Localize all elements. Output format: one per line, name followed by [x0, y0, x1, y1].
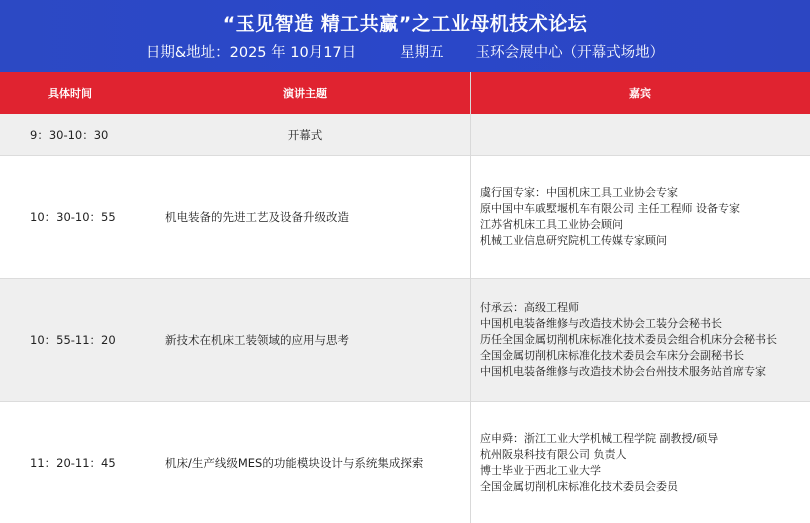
- session-time: 10：30-10：55: [30, 210, 116, 224]
- date-venue-line: [0, 44, 810, 62]
- venue: 玉环会展中心（开幕式场地）: [475, 45, 665, 61]
- session-topic: 机电装备的先进工艺及设备升级改造: [165, 210, 349, 224]
- date-label: 日期&地址：2025 年 10月17日: [145, 45, 357, 61]
- guest-line: 历任全国金属切削机床标准化技术委员会组合机床分会秘书长: [480, 333, 777, 346]
- column-divider: [470, 72, 471, 523]
- guest-line: 付承云：高级工程师: [480, 301, 579, 314]
- session-time: 10：55-11：20: [30, 333, 116, 347]
- session-time: 9：30-10：30: [30, 127, 109, 142]
- weekday: 星期五: [400, 45, 444, 61]
- guest-line: 博士毕业于西北工业大学: [480, 464, 601, 477]
- guest-line: 原中国中车戚墅堰机车有限公司 主任工程师 设备专家: [480, 202, 740, 215]
- table-header: [0, 72, 810, 114]
- guest-line: 机械工业信息研究院机工传媒专家顾问: [480, 234, 667, 247]
- column-header-time: 具体时间: [48, 87, 92, 100]
- guest-line: 全国金属切削机床标准化技术委员会车床分会副秘书长: [480, 349, 744, 362]
- session-guests: [470, 185, 810, 249]
- guest-line: 虞行国专家：中国机床工具工业协会专家: [480, 186, 678, 199]
- session-time: 11：20-11：45: [30, 456, 116, 470]
- session-guests: [470, 300, 810, 380]
- table-row: [0, 402, 810, 523]
- table-row: [0, 156, 810, 279]
- table-row: [0, 114, 810, 156]
- guest-line: 全国金属切削机床标准化技术委员会委员: [480, 480, 678, 493]
- column-header-guest: 嘉宾: [629, 87, 651, 100]
- forum-title: “玉见智造 精工共赢”之工业母机技术论坛: [222, 13, 588, 35]
- guest-line: 应申舜：浙江工业大学机械工程学院 副教授/硕导: [480, 432, 719, 445]
- session-topic: 机床/生产线级MES的功能模块设计与系统集成探索: [165, 456, 424, 470]
- guest-line: 杭州阪泉科技有限公司 负责人: [480, 448, 627, 461]
- guest-line: 江苏省机床工具工业协会顾问: [480, 218, 623, 231]
- column-header-topic: 演讲主题: [283, 87, 327, 100]
- table-row: [0, 279, 810, 402]
- session-topic: 新技术在机床工装领域的应用与思考: [165, 333, 349, 347]
- header-banner: [0, 0, 810, 72]
- session-guests: [470, 431, 810, 495]
- guest-line: 中国机电装备维修与改造技术协会工装分会秘书长: [480, 317, 722, 330]
- session-topic: 开幕式: [287, 127, 323, 142]
- guest-line: 中国机电装备维修与改造技术协会台州技术服务站首席专家: [480, 365, 766, 378]
